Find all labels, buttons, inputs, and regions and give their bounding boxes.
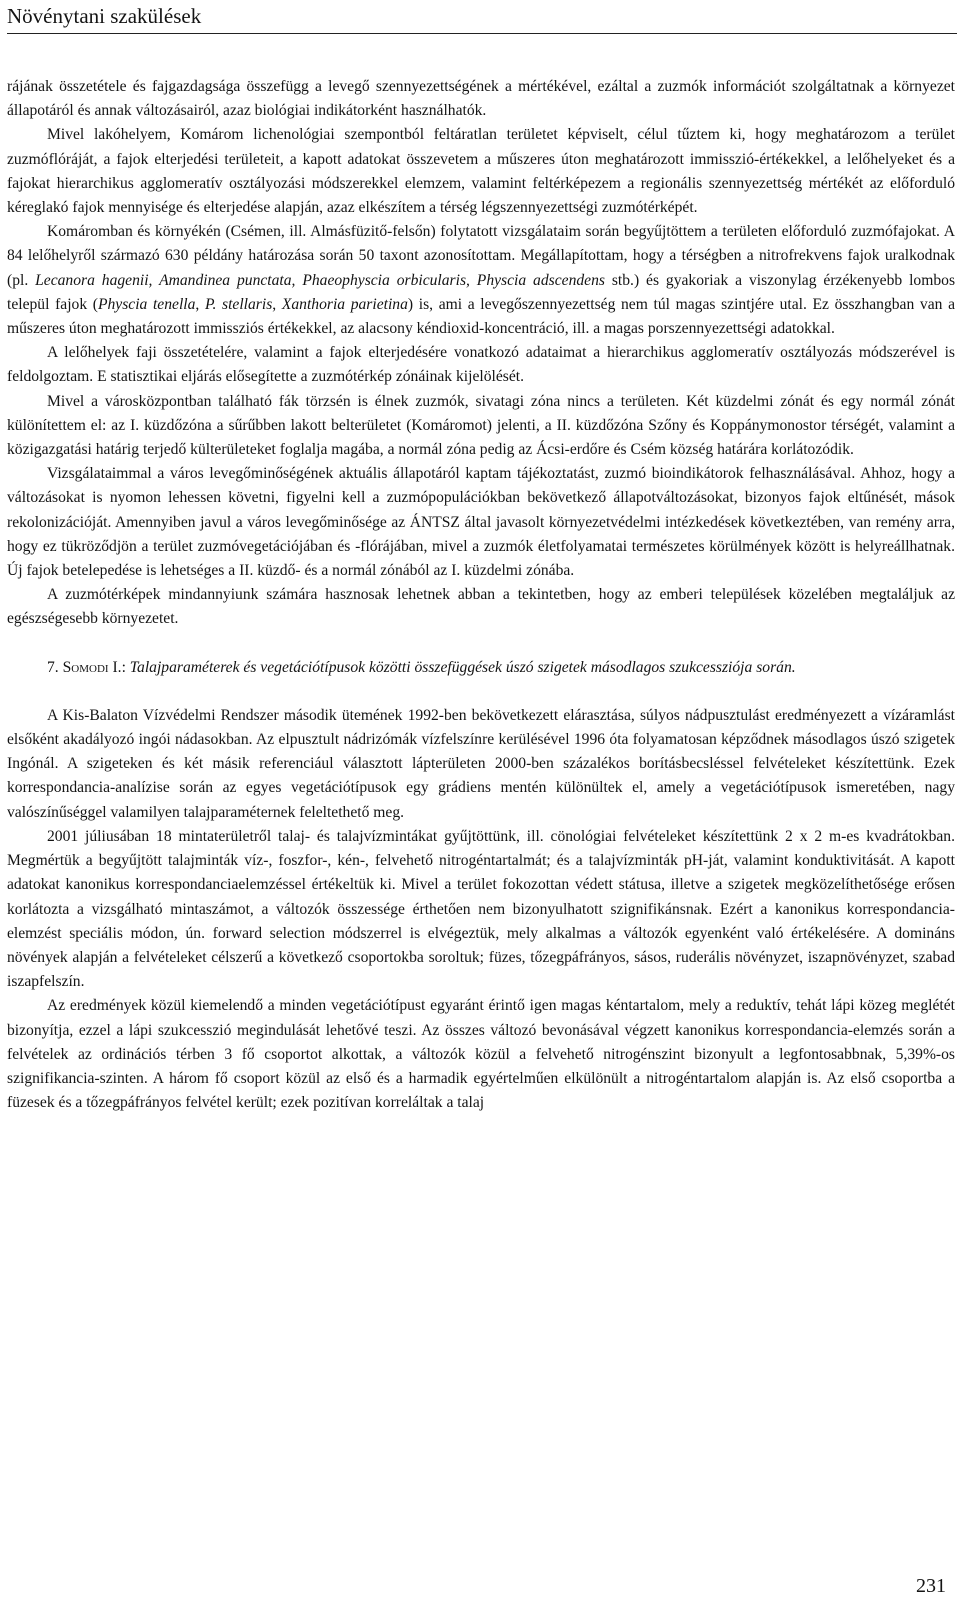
running-header-title: Növénytani szakülések	[7, 4, 202, 28]
page-number: 231	[916, 1575, 946, 1597]
paragraph: A zuzmótérképek mindannyiunk számára hasznosak lehetnek abban a tekintetben, hogy az emberi települések közelében megtaláljuk az egészségesebb környezetet.	[7, 586, 955, 628]
section-author: Somodi I.	[62, 658, 122, 676]
running-header	[7, 0, 957, 34]
paragraph: rájának összetétele és fajgazdagsága összefügg a levegő szennyezettségének a mértékével, ezáltal a zuzmók információt szolgáltatnak a környezet állapotáról és annak változásairól, azaz biológiai indikátorként használhatók.	[7, 78, 955, 120]
section-number: 7.	[47, 658, 59, 676]
species-name: P. stellaris	[204, 295, 273, 313]
paragraph: Komáromban és környékén (Csémen, ill. Almásfüzitő-felsőn) folytatott vizsgálataim során begyűjtöttem a területen előforduló zuzmófajokat. A 84 lelőhelyről származó 630 példány határozása során 50 taxont azonosítottam. Megállapítottam, hogy a térségben a nitrofrekvens fajok uralkodnak (pl. Lecanora hagenii, Amandinea punctata, Phaeophyscia orbicularis, Physcia adscendens stb.) és gyakoriak a viszonylag érzékenyebb lombos települ fajok (Physcia tenella, P. stellaris, Xanthoria parietina) is, ami a levegőszennyezettség nem túl magas szintjére utal. Ez összhangban van a műszeres úton meghatározott immissziós értékekkel, az alacsony kéndioxid-koncentráció, ill. a magas porszennyezettségi adatokkal.	[7, 223, 956, 338]
species-name: Xanthoria parietina	[281, 295, 408, 313]
section-heading: 7. Somodi I.: Talajparaméterek és vegetációtípusok közötti összefüggések úszó szigetek másodlagos szukcessziója során.	[47, 658, 796, 676]
paragraph: Az eredmények közül kiemelendő a minden vegetációtípust egyaránt érintő igen magas kéntartalom, mely a reduktív, tehát lápi közeg meglétét bizonyítja, ezzel a lápi szukcesszió megindulását lehetővé teszi. Az összes változó bevonásával végzett kanonikus korrespondancia-elemzés során a felvételek az ordinációs térben 3 fő csoportot alkottak, a változók közül a felvehető nitrogénszint bizonyult a legfontosabbnak, 5,39%-os szignifikancia-szinten. A három fő csoport közül az első és a harmadik egyértelműen elkülönült a nitrogéntartalom alapján is. Az első csoportba a füzesek és a tőzegpáfrányos felvétel került; ezek pozitívan korreláltak a talaj	[7, 997, 955, 1112]
species-names: Lecanora hagenii, Amandinea punctata, Phaeophyscia orbicularis, Physcia adscendens	[35, 271, 605, 289]
section-title: Talajparaméterek és vegetációtípusok közötti összefüggések úszó szigetek másodlagos szukcessziója során.	[129, 658, 796, 676]
body-text	[7, 75, 955, 1115]
species-name: Physcia tenella	[97, 295, 196, 313]
paragraph: 2001 júliusában 18 mintaterületről talaj- és talajvízmintákat gyűjtöttünk, ill. cönológiai felvételeket készítettünk 2 x 2 m-es kvadrátokban. Megmértük a begyűjtött talajminták víz-, foszfor-, kén-, felvehető nitrogéntartalmát; és a talajvízminták pH-ját, valamint konduktivitását. A kapott adatokat kanonikus korrespondanciaelemzéssel értékeltük ki. Mivel a terület fokozottan védett státusa, illetve a szigetek megközelíthetősége erősen korlátozta a vizsgálható mintaszámot, a változók összessége érthetően nem bizonyulhatott szignifikánsnak. Ezért a kanonikus korrespondancia-elemzést speciális módon, ún. forward selection módszerrel is elvégeztük, mely alkalmas a változók egyenként való értékelésére. A domináns növények alapján a felvételeket célszerű a következő csoportokba soroltuk; füzes, tőzegpáfrányos, sásos, ruderális növényzet, iszapnövényzet, szabad iszapfelszín.	[7, 827, 955, 991]
paragraph: Vizsgálataimmal a város levegőminőségének aktuális állapotáról kaptam tájékoztatást, zuzmó bioindikátorok felhasználásával. Ahhoz, hogy a változásokat is nyomon lehessen követni, figyelni kell a zuzmópopulációkban bekövetkező állapotváltozásokat, bizonyos fajok eltűnését, mások rekolonizációját. Amennyiben javul a város levegőminősége az ÁNTSZ által javasolt környezetvédelmi intézkedések következtében, van remény arra, hogy ez tükröződjön a terület zuzmóvegetációjában és -flórájában, mivel a zuzmók életfolyamatai természetes körülmények között is helyreállhatnak. Új fajok betelepedése is lehetséges a II. küzdő- és a normál zónából az I. küzdelmi zónába.	[7, 465, 955, 580]
paragraph: A Kis-Balaton Vízvédelmi Rendszer második ütemének 1992-ben bekövetkezett elárasztása, súlyos nádpusztulást eredményezett a vízáramlást elsőként akadályozó ingói nádasokban. Az elpusztult nádrizómák vízfelszínre kerülésével 1996 óta folyamatosan képződnek másodlagos úszó szigetek Ingónál. A szigeteken és két másik referenciául választott lápterületen 2000-ben százalékos borításbecsléssel felvételeket készítettünk. Ezek korrespondancia-analízise során az egyes vegetációtípusok egy grádiens mentén különültek el, amely a vegetációtípusok ismeretében, nagy valószínűséggel valamilyen talajparaméternek feleltethető meg.	[7, 706, 955, 821]
paragraph: Mivel lakóhelyem, Komárom lichenológiai szempontból feltáratlan területet képviselt, célul tűztem ki, hogy meghatározom a terület zuzmóflóráját, a fajok elterjedési területeit, a kapott adatokat összevetem a műszeres úton meghatározott immisszió-értékekkel, a lelőhelyeket és a fajokat hierarchikus agglomeratív osztályozási módszerekkel elemzem, valamint feltérképezem a regionális szennyezettség mértékét az előforduló kéreglakó fajok mennyisége és elterjedése alapján, azaz elkészítem a térség légszennyezettségi zuzmótérképét.	[7, 126, 955, 217]
paragraph: Mivel a városközpontban található fák törzsén is élnek zuzmók, sivatagi zóna nincs a területen. Két küzdelmi zónát és egy normál zónát különítettem el: az I. küzdőzóna a sűrűbben lakott belterületet (Komáromot) jelenti, a II. küzdőzóna Szőny és Koppánymonostor térségét, valamint a közigazgatási határig terjedő külterületeket foglalja magába, a normál zóna pedig az Ácsi-erdőre és Csém község határára korlátozódik.	[7, 392, 955, 459]
paragraph: A lelőhelyek faji összetételére, valamint a fajok elterjedésére vonatkozó adataimat a hierarchikus agglomeratív osztályozás módszerével is feldolgoztam. E statisztikai eljárás elősegítette a zuzmótérkép zónáinak kijelölését.	[7, 344, 955, 386]
